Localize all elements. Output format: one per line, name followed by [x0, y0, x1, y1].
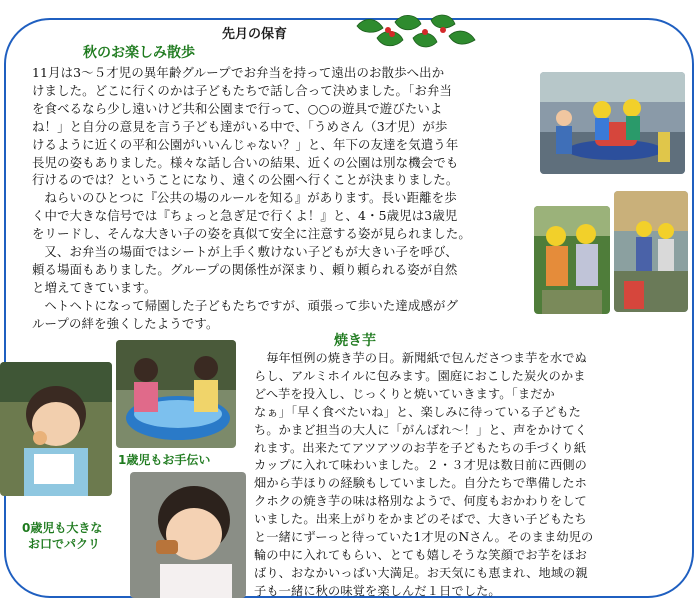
text-line: ね！」と自分の意見を言う子ども達がいる中で、「うめさん（3才児）が歩	[32, 118, 448, 134]
text-line: 子も一緒に秋の味覚を楽しんだ１日でした。	[254, 583, 501, 598]
text-line: ねらいのひとつに『公共の場のルールを知る』があります。長い距離を歩	[44, 190, 457, 206]
text-line: カップに入れて味わいました。２・３才児は数日前に西側の	[254, 458, 587, 473]
text-line: と増えてきています。	[32, 279, 157, 295]
caption-line: 0歳児も大きな	[22, 521, 103, 535]
autumn-walk-paragraph	[32, 64, 471, 333]
caption-one-year-old: 1歳児もお手伝い	[118, 453, 211, 467]
text-line: く中で大きな信号では『ちょっと急ぎ足で行くよ！』と、4・5歳児は3歳児	[32, 208, 458, 224]
caption-zero-year-old	[22, 520, 102, 552]
text-line: ばり、おなかいっぱい大満足。お天気にも恵まれ、地域の親	[254, 565, 588, 580]
text-line: 11月は3～５才児の異年齢グループでお弁当を持って遠出のお散歩へ出か	[32, 65, 445, 80]
text-line: 毎年恒例の焼き芋の日。新聞紙で包んださつま芋を水でぬ	[266, 351, 587, 365]
photo-children-with-hats	[534, 206, 610, 314]
section-heading-sweet-potato: 焼き芋	[334, 333, 376, 349]
text-line: 畑から芋ほりの経験もしていました。自分たちで準備したホ	[254, 476, 587, 491]
photo-toddler-eating	[0, 362, 112, 496]
text-line: 頼る場面もありました。グループの関係性が深まり、頼り頼られる姿が自然	[32, 261, 458, 277]
text-line: 長児の姿もありました。様々な話し合いの結果、近くの公園は別な機会でも	[32, 154, 459, 170]
text-line: を食べるなら少し遠いけど共和公園まで行って、○○の遊具で遊びたいよ	[32, 100, 443, 116]
caption-line: お口でパクリ	[28, 537, 101, 551]
holly-decoration-icon	[355, 8, 480, 58]
text-line: どへ芋を投入し、じっくりと焼いていきます。「まだか	[254, 386, 555, 401]
text-line: 又、お弁当の場面ではシートが上手く敷けない子どもが大きい子を呼び、	[44, 244, 458, 260]
text-line: いました。出来上がりをかまどのそばで、大きい子どもたち	[254, 512, 587, 527]
text-line: と一緒にずーっと待っていた1才児のNさん。そのまま幼児の	[254, 530, 594, 545]
photo-toddlers-helping	[116, 340, 236, 448]
photo-children-outdoor	[614, 191, 688, 312]
text-line: けました。どこに行くのかは子どもたちで話し合って決めました。「お弁当	[32, 82, 453, 98]
text-line: なぁ」「早く食べたいね」と、楽しみに待っている子どもた	[254, 404, 582, 419]
text-line: ヘトヘトになって帰園した子どもたちですが、頑張って歩いた達成感がグ	[44, 297, 459, 313]
text-line: ループの絆を強くしたようです。	[32, 315, 219, 331]
text-line: 行けるのでは？ということになり、遠くの公園へ行くことが決まりました。	[32, 172, 459, 188]
text-line: 輪の中に入れてもらい、とても嬉しそうな笑顔でお芋をほお	[254, 547, 588, 562]
text-line: れます。出来たてアツアツのお芋を子どもたちの手づくり紙	[254, 440, 587, 455]
page-title: 先月の保育	[222, 27, 288, 42]
text-line: らし、アルミホイルに包みます。園庭におこした炭火のかま	[254, 368, 586, 383]
photo-baby-eating	[130, 472, 246, 598]
photo-playground-spinner	[540, 72, 685, 174]
sweet-potato-paragraph	[254, 350, 593, 601]
text-line: ち。かまど担当の大人に「がんばれ～！」と、声をかけてく	[254, 422, 588, 437]
section-heading-autumn-walk: 秋のお楽しみ散歩	[83, 45, 195, 61]
text-line: けるように近くの平和公園がいいんじゃない？」と、年下の友達を気遣う年	[32, 136, 459, 152]
text-line: クホクの焼き芋の味は格別なようで、何度もおかわりをして	[254, 494, 587, 509]
text-line: をリードし、そんな大きい子の姿を真似て安全に注意する姿が見られました。	[32, 226, 471, 242]
